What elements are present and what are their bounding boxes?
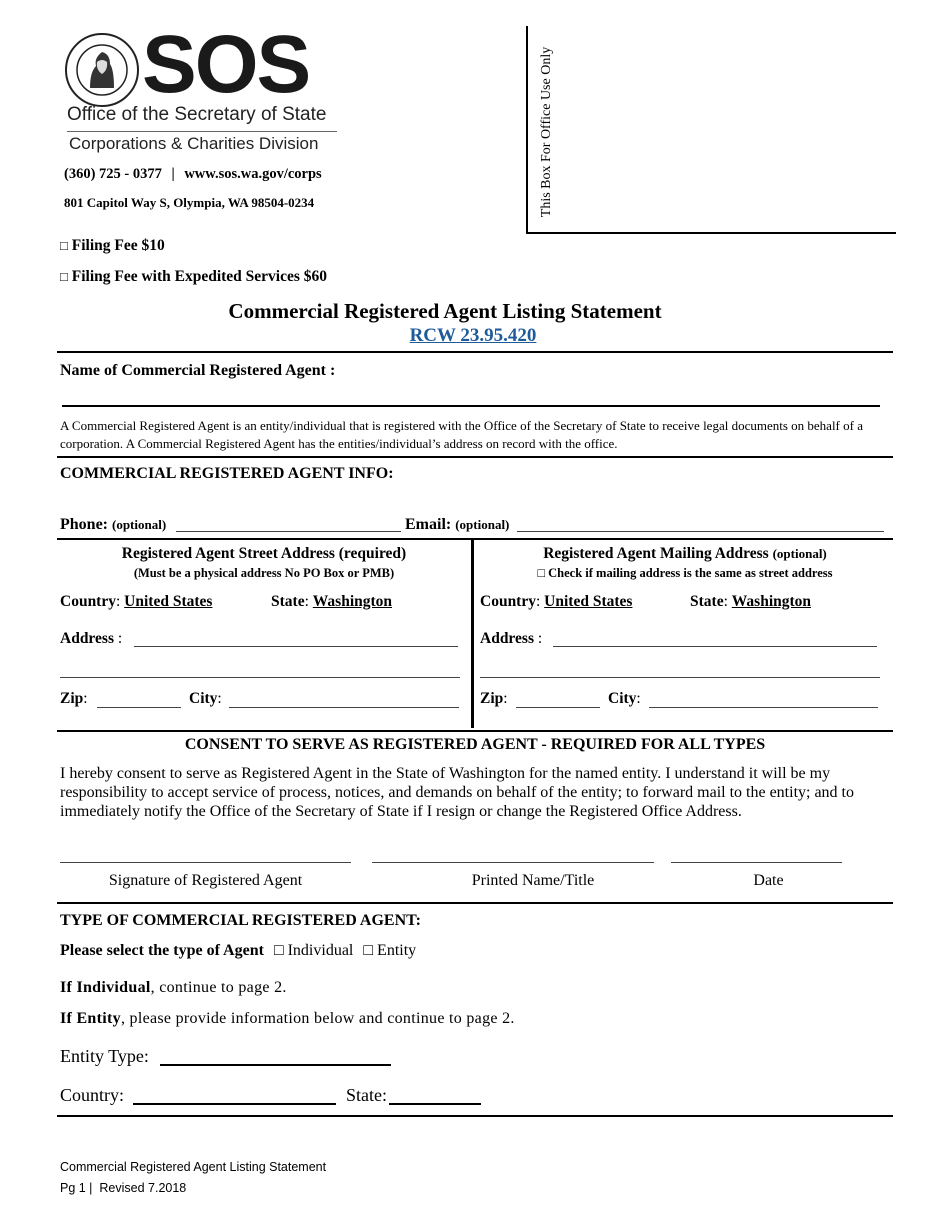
street-city-row: City:: [189, 690, 222, 707]
filing-fee-option[interactable]: [60, 237, 165, 255]
printed-name-label: Printed Name/Title: [471, 872, 595, 889]
office-use-box: [526, 26, 896, 234]
division-name: Corporations & Charities Division: [69, 134, 319, 153]
mailing-city-row: City:: [608, 690, 641, 707]
state-seal: [64, 32, 140, 108]
office-use-label: This Box For Office Use Only: [539, 46, 554, 218]
address-divider: [471, 540, 474, 728]
form-title: Commercial Registered Agent Listing Statement: [228, 299, 662, 323]
phone-optional: (optional): [112, 517, 167, 532]
street-state: State: Washington: [271, 593, 393, 610]
expedited-fee-label: Filing Fee with Expedited Services $60: [71, 268, 328, 285]
mailing-country: Country: United States: [480, 593, 633, 610]
entity-state-label: State:: [346, 1085, 387, 1105]
mailing-zip-input[interactable]: [516, 707, 600, 708]
email-row: [405, 516, 509, 534]
street-zip-input[interactable]: [97, 707, 181, 708]
expedited-fee-option[interactable]: [60, 268, 327, 286]
state-value: Washington: [731, 593, 812, 610]
agent-info-heading: COMMERCIAL REGISTERED AGENT INFO:: [60, 465, 394, 482]
entity-type-label: Entity Type:: [60, 1046, 149, 1066]
email-label: Email:: [405, 516, 452, 533]
city-label: City: [608, 690, 637, 707]
mailing-title-optional: (optional): [772, 546, 827, 561]
agent-type-prompt: Please select the type of Agent: [60, 942, 264, 959]
state-value: Washington: [312, 593, 393, 610]
mailing-zip-row: Zip:: [480, 690, 508, 707]
office-name: Office of the Secretary of State: [67, 104, 327, 125]
address-label: Address: [60, 630, 114, 647]
mailing-city-input[interactable]: [649, 707, 878, 708]
entity-country-input[interactable]: [133, 1103, 336, 1105]
statute-link[interactable]: RCW 23.95.420: [409, 325, 537, 346]
street-country: Country: United States: [60, 593, 213, 610]
website-link[interactable]: www.sos.wa.gov/corps: [184, 166, 322, 182]
state-label: State: [690, 593, 724, 610]
checkbox-icon[interactable]: □: [60, 238, 68, 253]
contact-line: [64, 166, 322, 183]
sos-logo: SOS: [142, 19, 310, 110]
agent-description: A Commercial Registered Agent is an entity/individual that is registered with the Office of the Secretary of State to receive legal documents on behalf of a corporation. A Commercial Registered Agent has the entities/individual’s address on record with the office.: [60, 418, 863, 451]
street-address-title: Registered Agent Street Address (required): [121, 545, 407, 562]
consent-heading: CONSENT TO SERVE AS REGISTERED AGENT - REQUIRED FOR ALL TYPES: [184, 736, 766, 753]
mailing-address-input-1[interactable]: [553, 646, 877, 647]
agent-name-input[interactable]: [62, 405, 880, 407]
entity-country-label: Country:: [60, 1085, 125, 1105]
city-label: City: [189, 690, 218, 707]
individual-checkbox[interactable]: □ Individual: [273, 942, 354, 959]
entity-state-input[interactable]: [389, 1103, 481, 1105]
checkbox-icon[interactable]: □: [60, 269, 68, 284]
country-value: United States: [544, 593, 633, 610]
entity-note-bold: If Entity: [60, 1010, 121, 1027]
footer-page-info: Pg 1 | Revised 7.2018: [60, 1181, 187, 1195]
state-label: State: [271, 593, 305, 610]
seal-text: [140, 32, 141, 33]
street-zip-row: Zip:: [60, 690, 88, 707]
date-input[interactable]: [671, 862, 842, 863]
phone-input[interactable]: [176, 531, 401, 532]
phone-number: (360) 725 - 0377: [64, 166, 162, 182]
mailing-state: State: Washington: [690, 593, 812, 610]
street-address-input-1[interactable]: [134, 646, 458, 647]
mailing-address-row: Address :: [480, 630, 543, 647]
zip-label: Zip: [60, 690, 84, 707]
entity-note: [60, 1010, 515, 1028]
street-address-input-2[interactable]: [60, 677, 460, 678]
country-label: Country: [60, 593, 116, 610]
filing-fee-label: Filing Fee $10: [71, 237, 165, 254]
agent-type-row: [60, 942, 416, 960]
email-input[interactable]: [517, 531, 884, 532]
entity-checkbox[interactable]: □ Entity: [363, 942, 417, 959]
street-address-subtitle: (Must be a physical address No PO Box or PMB): [133, 566, 395, 580]
consent-text: I hereby consent to serve as Registered Agent in the State of Washington for the named entity. I understand it will be my responsibility to accept service of process, notices, and demands on behalf of the entity; to forward mail to the entity; and to immediately notify the Office of the Secretary of State if I resign or change the Registered Office Address.: [60, 765, 854, 820]
signature-label: Signature of Registered Agent: [108, 872, 303, 889]
date-label: Date: [753, 872, 784, 889]
phone-row: [60, 516, 166, 534]
mailing-address-input-2[interactable]: [480, 677, 880, 678]
phone-label: Phone:: [60, 516, 108, 533]
entity-note-rest: , please provide information below and continue to page 2.: [120, 1010, 515, 1027]
address-label: Address: [480, 630, 534, 647]
country-label: Country: [480, 593, 536, 610]
street-city-input[interactable]: [229, 707, 459, 708]
country-value: United States: [124, 593, 213, 610]
same-address-checkbox[interactable]: □ Check if mailing address is the same as street address: [537, 566, 833, 580]
individual-note-bold: If Individual: [60, 979, 151, 996]
email-optional: (optional): [455, 517, 510, 532]
office-address: 801 Capitol Way S, Olympia, WA 98504-0234: [64, 195, 315, 210]
agent-name-label: Name of Commercial Registered Agent :: [60, 362, 336, 379]
printed-name-input[interactable]: [372, 862, 654, 863]
separator: |: [171, 166, 175, 182]
mailing-address-title: [476, 545, 894, 563]
agent-type-heading: TYPE OF COMMERCIAL REGISTERED AGENT:: [60, 912, 421, 929]
individual-note: [60, 979, 287, 997]
zip-label: Zip: [480, 690, 504, 707]
individual-note-rest: , continue to page 2.: [150, 979, 287, 996]
entity-type-input[interactable]: [160, 1064, 391, 1066]
footer-form-name: Commercial Registered Agent Listing Statement: [60, 1160, 327, 1174]
mailing-title-text: Registered Agent Mailing Address: [543, 545, 769, 562]
street-address-row: Address :: [60, 630, 123, 647]
signature-input[interactable]: [60, 862, 351, 863]
